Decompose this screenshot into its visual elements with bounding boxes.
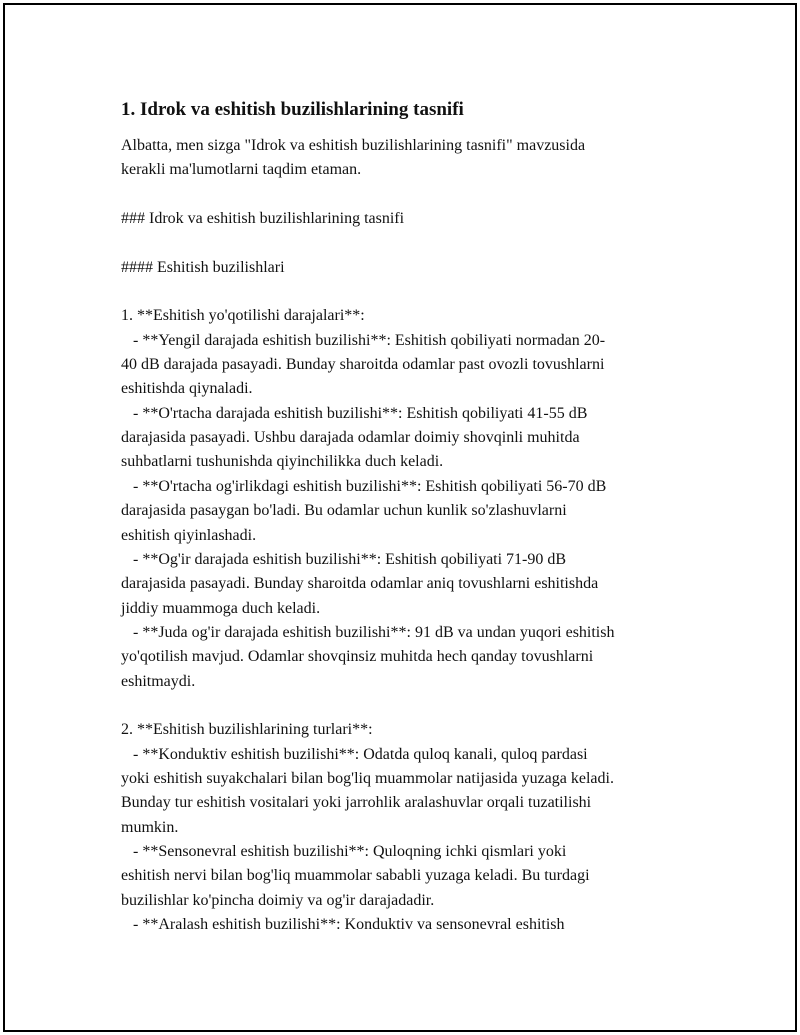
text-line: darajasida pasayadi. Bunday sharoitda odamlar aniq tovushlarni eshitishda — [121, 575, 599, 593]
text-line — [121, 231, 701, 255]
text-line — [121, 183, 701, 207]
text-line: buzilishlar ko'pincha doimiy va og'ir darajadadir. — [121, 891, 435, 909]
text-line — [121, 280, 701, 304]
text-line: - **Juda og'ir darajada eshitish buzilishi**: 91 dB va undan yuqori eshitish — [121, 623, 615, 641]
text-line: 1. **Eshitish yo'qotilishi darajalari**: — [121, 307, 365, 325]
text-line: - **O'rtacha og'irlikdagi eshitish buzilishi**: Eshitish qobiliyati 56-70 dB — [121, 477, 607, 495]
text-line: suhbatlarni tushunishda qiyinchilikka duch keladi. — [121, 453, 444, 471]
text-line: - **Sensonevral eshitish buzilishi**: Quloqning ichki qismlari yoki — [121, 842, 567, 860]
text-line: eshitish qiyinlashadi. — [121, 526, 257, 544]
text-line: #### Eshitish buzilishlari — [121, 258, 285, 276]
text-line: - **Og'ir darajada eshitish buzilishi**: Eshitish qobiliyati 71-90 dB — [121, 550, 567, 568]
text-line: 2. **Eshitish buzilishlarining turlari**: — [121, 721, 373, 739]
text-line: Bunday tur eshitish vositalari yoki jarrohlik aralashuvlar orqali tuzatilishi — [121, 794, 592, 812]
text-line: - **Yengil darajada eshitish buzilishi**: Eshitish qobiliyati normadan 20- — [121, 331, 606, 349]
document-text — [121, 134, 701, 937]
text-line: eshitish nervi bilan bog'liq muammolar sababli yuzaga keladi. Bu turdagi — [121, 867, 590, 885]
text-line: eshitmaydi. — [121, 672, 196, 690]
text-line: kerakli ma'lumotlarni taqdim etaman. — [121, 161, 362, 179]
document-body — [121, 99, 701, 937]
text-line: darajasida pasaygan bo'ladi. Bu odamlar uchun kunlik so'zlashuvlarni — [121, 502, 567, 520]
text-line: - **Aralash eshitish buzilishi**: Konduktiv va sensonevral eshitish — [121, 916, 565, 933]
text-line: yoki eshitish suyakchalari bilan bog'liq muammolar natijasida yuzaga keladi. — [121, 769, 614, 787]
page-frame — [3, 3, 797, 1032]
text-line: Albatta, men sizga "Idrok va eshitish buzilishlarining tasnifi" mavzusida — [121, 137, 586, 154]
text-line: eshitishda qiynaladi. — [121, 380, 253, 398]
text-line: yo'qotilish mavjud. Odamlar shovqinsiz muhitda hech qanday tovushlarni — [121, 648, 594, 666]
text-line: - **O'rtacha darajada eshitish buzilishi**: Eshitish qobiliyati 41-55 dB — [121, 404, 588, 422]
text-line: ### Idrok va eshitish buzilishlarining tasnifi — [121, 210, 405, 228]
text-line: - **Konduktiv eshitish buzilishi**: Odatda quloq kanali, quloq pardasi — [121, 745, 588, 763]
text-line: jiddiy muammoga duch keladi. — [121, 599, 321, 617]
document-title: 1. Idrok va eshitish buzilishlarining tasnifi — [121, 99, 464, 120]
text-line: darajasida pasayadi. Ushbu darajada odamlar doimiy shovqinli muhitda — [121, 429, 580, 447]
text-line: 40 dB darajada pasayadi. Bunday sharoitda odamlar past ovozli tovushlarni — [121, 356, 605, 374]
text-line: mumkin. — [121, 818, 179, 836]
text-line — [121, 694, 701, 718]
